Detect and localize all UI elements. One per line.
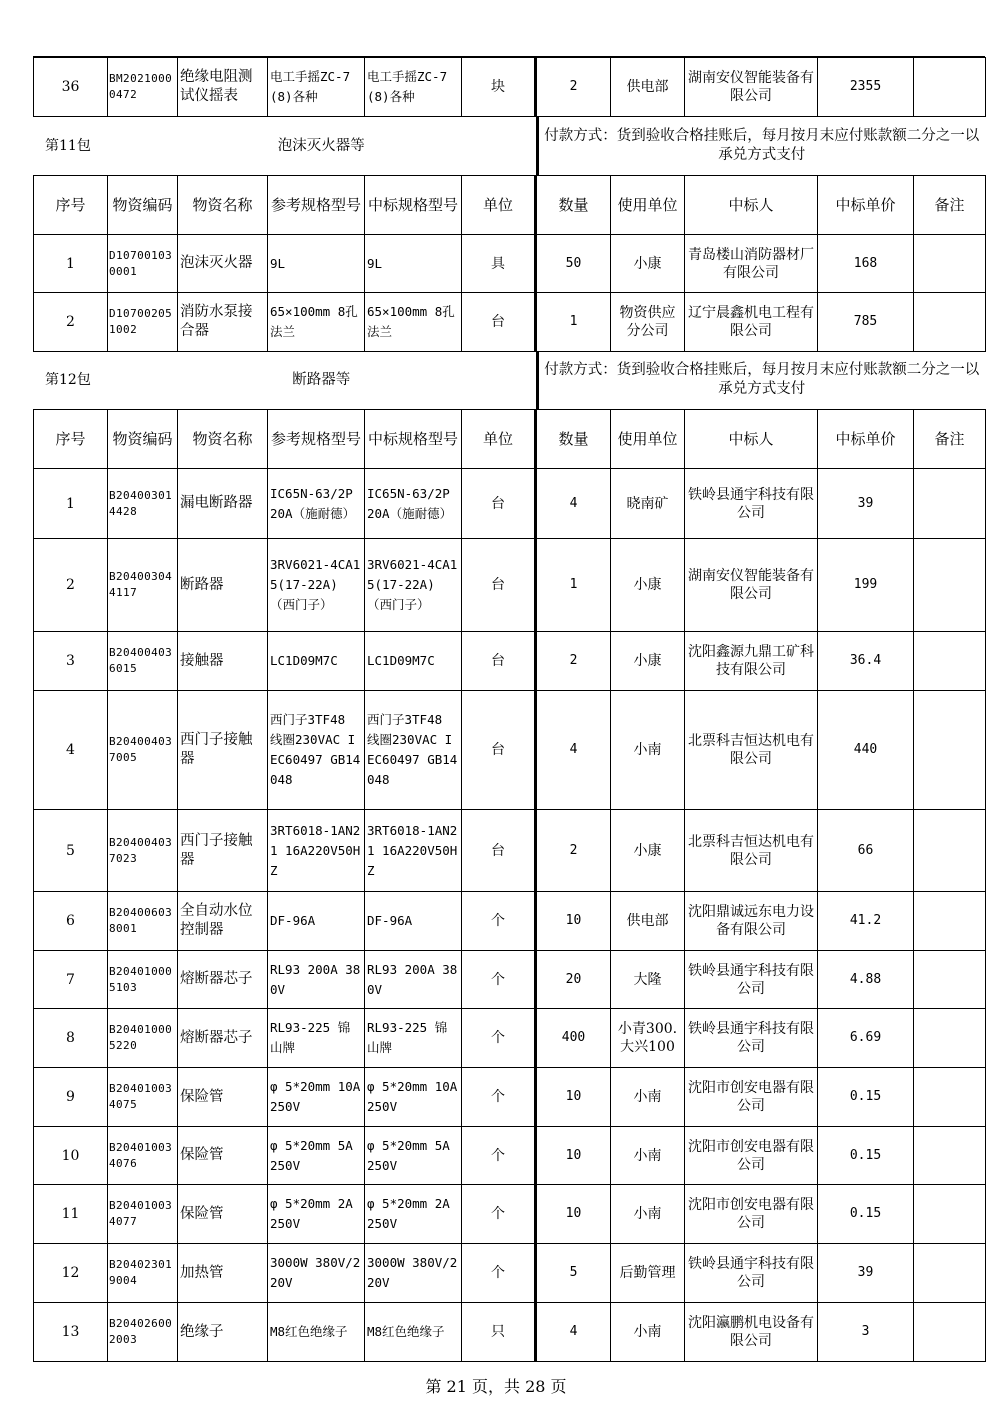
header-bid-spec: 中标规格型号 (365, 176, 462, 235)
table-row (34, 293, 986, 352)
table-row (34, 539, 986, 632)
cell-name: 绝缘电阻测试仪摇表 (178, 58, 268, 117)
cell-price: 39 (818, 1244, 914, 1303)
cell-ref-spec: RL93 200A 380V (268, 951, 365, 1009)
cell-bid-spec: 3000W 380V/220V (365, 1244, 462, 1303)
cell-ref-spec: φ 5*20mm 10A 250V (268, 1068, 365, 1127)
header-name: 物资名称 (178, 176, 268, 235)
cell-winner: 沈阳瀛鹏机电设备有限公司 (685, 1303, 818, 1362)
table-row (34, 1303, 986, 1362)
cell-winner: 沈阳市创安电器有限公司 (685, 1185, 818, 1244)
cell-price: 199 (818, 539, 914, 632)
header-unit: 单位 (462, 410, 536, 469)
cell-winner: 铁岭县通宇科技有限公司 (685, 1009, 818, 1068)
cell-price: 2355 (818, 58, 914, 117)
cell-seq: 6 (34, 892, 108, 951)
cell-bid-spec: DF-96A (365, 892, 462, 951)
cell-unit: 台 (462, 632, 536, 691)
cell-seq: 4 (34, 691, 108, 810)
cell-qty: 2 (536, 58, 611, 117)
cell-name: 消防水泵接合器 (178, 293, 268, 352)
cell-winner: 沈阳市创安电器有限公司 (685, 1068, 818, 1127)
cell-qty: 4 (536, 469, 611, 539)
cell-price: 168 (818, 235, 914, 293)
cell-ref-spec: RL93-225 锦山牌 (268, 1009, 365, 1068)
package-label: 第11包 (45, 138, 91, 154)
cell-remark (914, 1127, 986, 1185)
cell-code: B204010034075 (108, 1068, 178, 1127)
header-unit: 单位 (462, 176, 536, 235)
cell-winner: 沈阳鑫源九鼎工矿科技有限公司 (685, 632, 818, 691)
cell-price: 0.15 (818, 1127, 914, 1185)
cell-winner: 湖南安仪智能装备有限公司 (685, 58, 818, 117)
cell-bid-spec: RL93 200A 380V (365, 951, 462, 1009)
cell-code: D107002051002 (108, 293, 178, 352)
cell-dept: 小康 (611, 235, 685, 293)
table-row (34, 1127, 986, 1185)
cell-seq: 9 (34, 1068, 108, 1127)
cell-dept: 小南 (611, 691, 685, 810)
header-winner: 中标人 (685, 410, 818, 469)
cell-name: 保险管 (178, 1185, 268, 1244)
cell-remark (914, 539, 986, 632)
cell-unit: 个 (462, 892, 536, 951)
cell-winner: 辽宁晨鑫机电工程有限公司 (685, 293, 818, 352)
cell-remark (914, 1303, 986, 1362)
cell-price: 3 (818, 1303, 914, 1362)
cell-remark (914, 892, 986, 951)
cell-bid-spec: 西门子3TF48 线圈230VAC IEC60497 GB14048 (365, 691, 462, 810)
cell-name: 漏电断路器 (178, 469, 268, 539)
cell-price: 4.88 (818, 951, 914, 1009)
cell-dept: 小康 (611, 810, 685, 892)
table-row (34, 1185, 986, 1244)
cell-name: 绝缘子 (178, 1303, 268, 1362)
cell-remark (914, 1244, 986, 1303)
cell-winner: 北票科吉恒达机电有限公司 (685, 810, 818, 892)
cell-name: 断路器 (178, 539, 268, 632)
cell-ref-spec: 3RT6018-1AN21 16A220V50HZ (268, 810, 365, 892)
cell-bid-spec: 3RV6021-4CA15(17-22A)（西门子） (365, 539, 462, 632)
table-row (34, 810, 986, 892)
cell-seq: 10 (34, 1127, 108, 1185)
package-label: 第12包 (45, 372, 91, 388)
cell-remark (914, 1068, 986, 1127)
cell-remark (914, 293, 986, 352)
cell-unit: 台 (462, 539, 536, 632)
cell-seq: 13 (34, 1303, 108, 1362)
cell-remark (914, 1185, 986, 1244)
cell-code: B204010005220 (108, 1009, 178, 1068)
cell-unit: 个 (462, 1009, 536, 1068)
cell-unit: 个 (462, 1244, 536, 1303)
header-code: 物资编码 (108, 410, 178, 469)
cell-winner: 沈阳市创安电器有限公司 (685, 1127, 818, 1185)
cell-ref-spec: φ 5*20mm 5A 250V (268, 1127, 365, 1185)
package-heading (33, 351, 985, 409)
cell-dept: 供电部 (611, 892, 685, 951)
header-qty: 数量 (536, 176, 611, 235)
cell-dept: 供电部 (611, 58, 685, 117)
cell-qty: 2 (536, 810, 611, 892)
cell-unit: 台 (462, 810, 536, 892)
cell-name: 保险管 (178, 1068, 268, 1127)
cell-price: 440 (818, 691, 914, 810)
cell-ref-spec: LC1D09M7C (268, 632, 365, 691)
cell-name: 加热管 (178, 1244, 268, 1303)
cell-price: 0.15 (818, 1185, 914, 1244)
cell-ref-spec: 3000W 380V/220V (268, 1244, 365, 1303)
cell-code: B204010034077 (108, 1185, 178, 1244)
cell-ref-spec: 3RV6021-4CA15(17-22A)（西门子） (268, 539, 365, 632)
cell-price: 41.2 (818, 892, 914, 951)
cell-unit: 个 (462, 1068, 536, 1127)
cell-ref-spec: IC65N-63/2P 20A（施耐德） (268, 469, 365, 539)
cell-unit: 具 (462, 235, 536, 293)
cell-seq: 12 (34, 1244, 108, 1303)
cell-dept: 小南 (611, 1068, 685, 1127)
cell-qty: 20 (536, 951, 611, 1009)
cell-code: B204004037005 (108, 691, 178, 810)
cell-name: 全自动水位控制器 (178, 892, 268, 951)
cell-seq: 2 (34, 293, 108, 352)
header-code: 物资编码 (108, 176, 178, 235)
package-title: 断路器等 (292, 372, 351, 388)
cell-remark (914, 469, 986, 539)
header-price: 中标单价 (818, 410, 914, 469)
cell-name: 熔断器芯子 (178, 1009, 268, 1068)
cell-ref-spec: 65×100mm 8孔法兰 (268, 293, 365, 352)
table-row (34, 1009, 986, 1068)
cell-seq: 1 (34, 235, 108, 293)
cell-unit: 台 (462, 293, 536, 352)
cell-name: 西门子接触器 (178, 691, 268, 810)
cell-qty: 2 (536, 632, 611, 691)
package-title: 泡沫灭火器等 (277, 138, 365, 154)
cell-winner: 青岛楼山消防器材厂有限公司 (685, 235, 818, 293)
table-row (34, 1244, 986, 1303)
cell-name: 保险管 (178, 1127, 268, 1185)
cell-bid-spec: 3RT6018-1AN21 16A220V50HZ (365, 810, 462, 892)
cell-bid-spec: LC1D09M7C (365, 632, 462, 691)
cell-code: B204026002003 (108, 1303, 178, 1362)
header-dept: 使用单位 (611, 176, 685, 235)
header-qty: 数量 (536, 410, 611, 469)
header-price: 中标单价 (818, 176, 914, 235)
cell-price: 66 (818, 810, 914, 892)
cell-seq: 2 (34, 539, 108, 632)
cell-seq: 7 (34, 951, 108, 1009)
cell-unit: 只 (462, 1303, 536, 1362)
table-row (34, 58, 986, 117)
header-winner: 中标人 (685, 176, 818, 235)
cell-winner: 铁岭县通宇科技有限公司 (685, 469, 818, 539)
cell-price: 0.15 (818, 1068, 914, 1127)
cell-seq: 5 (34, 810, 108, 892)
table-row (34, 469, 986, 539)
table-row (34, 892, 986, 951)
cell-remark (914, 1009, 986, 1068)
header-dept: 使用单位 (611, 410, 685, 469)
cell-bid-spec: IC65N-63/2P 20A（施耐德） (365, 469, 462, 539)
cell-unit: 台 (462, 691, 536, 810)
table-row (34, 1068, 986, 1127)
cell-price: 39 (818, 469, 914, 539)
header-remark: 备注 (914, 410, 986, 469)
cell-name: 接触器 (178, 632, 268, 691)
cell-remark (914, 58, 986, 117)
cell-qty: 10 (536, 1185, 611, 1244)
cell-dept: 大隆 (611, 951, 685, 1009)
cell-qty: 1 (536, 539, 611, 632)
cell-seq: 8 (34, 1009, 108, 1068)
cell-name: 西门子接触器 (178, 810, 268, 892)
cell-name: 熔断器芯子 (178, 951, 268, 1009)
cell-qty: 4 (536, 691, 611, 810)
cell-code: B204010005103 (108, 951, 178, 1009)
header-seq: 序号 (34, 176, 108, 235)
cell-dept: 小南 (611, 1127, 685, 1185)
cell-winner: 北票科吉恒达机电有限公司 (685, 691, 818, 810)
cell-bid-spec: 65×100mm 8孔法兰 (365, 293, 462, 352)
cell-unit: 个 (462, 1185, 536, 1244)
column-header-row (34, 176, 986, 235)
header-bid-spec: 中标规格型号 (365, 410, 462, 469)
cell-dept: 小康 (611, 632, 685, 691)
cell-price: 36.4 (818, 632, 914, 691)
payment-terms: 付款方式：货到验收合格挂账后，每月按月末应付账款额二分之一以承兑方式支付 (537, 351, 985, 409)
cell-seq: 1 (34, 469, 108, 539)
cell-qty: 50 (536, 235, 611, 293)
cell-dept: 后勤管理 (611, 1244, 685, 1303)
header-seq: 序号 (34, 410, 108, 469)
table-row (34, 691, 986, 810)
header-name: 物资名称 (178, 410, 268, 469)
cell-ref-spec: 9L (268, 235, 365, 293)
cell-code: B204010034076 (108, 1127, 178, 1185)
cell-winner: 铁岭县通宇科技有限公司 (685, 951, 818, 1009)
column-header-row (34, 410, 986, 469)
cell-ref-spec: 电工手摇ZC-7(8)各种 (268, 58, 365, 117)
cell-code: B204006038001 (108, 892, 178, 951)
cell-seq: 11 (34, 1185, 108, 1244)
header-ref-spec: 参考规格型号 (268, 410, 365, 469)
header-remark: 备注 (914, 176, 986, 235)
cell-code: B204004036015 (108, 632, 178, 691)
package-11-table (33, 175, 986, 352)
cell-code: B204003014428 (108, 469, 178, 539)
cell-ref-spec: M8红色绝缘子 (268, 1303, 365, 1362)
cell-remark (914, 691, 986, 810)
cell-qty: 1 (536, 293, 611, 352)
package-heading (33, 117, 985, 175)
header-ref-spec: 参考规格型号 (268, 176, 365, 235)
cell-code: B204004037023 (108, 810, 178, 892)
cell-dept: 小青300.大兴100 (611, 1009, 685, 1068)
cell-qty: 400 (536, 1009, 611, 1068)
table-row (34, 951, 986, 1009)
cell-remark (914, 810, 986, 892)
package-12-table (33, 409, 986, 1362)
table-row (34, 235, 986, 293)
cell-dept: 物资供应分公司 (611, 293, 685, 352)
cell-unit: 个 (462, 951, 536, 1009)
cell-price: 785 (818, 293, 914, 352)
cell-winner: 湖南安仪智能装备有限公司 (685, 539, 818, 632)
cell-code: B204003044117 (108, 539, 178, 632)
cell-seq: 36 (34, 58, 108, 117)
cell-bid-spec: 9L (365, 235, 462, 293)
continued-table (33, 57, 986, 117)
cell-ref-spec: DF-96A (268, 892, 365, 951)
cell-dept: 小康 (611, 539, 685, 632)
cell-qty: 10 (536, 1127, 611, 1185)
cell-qty: 10 (536, 892, 611, 951)
cell-winner: 铁岭县通宇科技有限公司 (685, 1244, 818, 1303)
cell-dept: 小南 (611, 1303, 685, 1362)
cell-bid-spec: M8红色绝缘子 (365, 1303, 462, 1362)
cell-remark (914, 235, 986, 293)
cell-dept: 小南 (611, 1185, 685, 1244)
cell-bid-spec: φ 5*20mm 10A 250V (365, 1068, 462, 1127)
cell-remark (914, 632, 986, 691)
cell-bid-spec: 电工手摇ZC-7(8)各种 (365, 58, 462, 117)
cell-qty: 10 (536, 1068, 611, 1127)
cell-bid-spec: RL93-225 锦山牌 (365, 1009, 462, 1068)
cell-bid-spec: φ 5*20mm 5A 250V (365, 1127, 462, 1185)
cell-bid-spec: φ 5*20mm 2A 250V (365, 1185, 462, 1244)
cell-code: D107001030001 (108, 235, 178, 293)
page-footer: 第 21 页，共 28 页 (425, 1377, 567, 1396)
cell-price: 6.69 (818, 1009, 914, 1068)
cell-qty: 5 (536, 1244, 611, 1303)
cell-unit: 块 (462, 58, 536, 117)
cell-unit: 台 (462, 469, 536, 539)
cell-code: B204023019004 (108, 1244, 178, 1303)
cell-remark (914, 951, 986, 1009)
cell-seq: 3 (34, 632, 108, 691)
payment-terms: 付款方式：货到验收合格挂账后，每月按月末应付账款额二分之一以承兑方式支付 (537, 117, 985, 175)
cell-winner: 沈阳鼎诚远东电力设备有限公司 (685, 892, 818, 951)
cell-ref-spec: φ 5*20mm 2A 250V (268, 1185, 365, 1244)
cell-ref-spec: 西门子3TF48 线圈230VAC IEC60497 GB14048 (268, 691, 365, 810)
cell-name: 泡沫灭火器 (178, 235, 268, 293)
table-row (34, 632, 986, 691)
cell-unit: 个 (462, 1127, 536, 1185)
cell-dept: 晓南矿 (611, 469, 685, 539)
cell-code: BM20210000472 (108, 58, 178, 117)
cell-qty: 4 (536, 1303, 611, 1362)
